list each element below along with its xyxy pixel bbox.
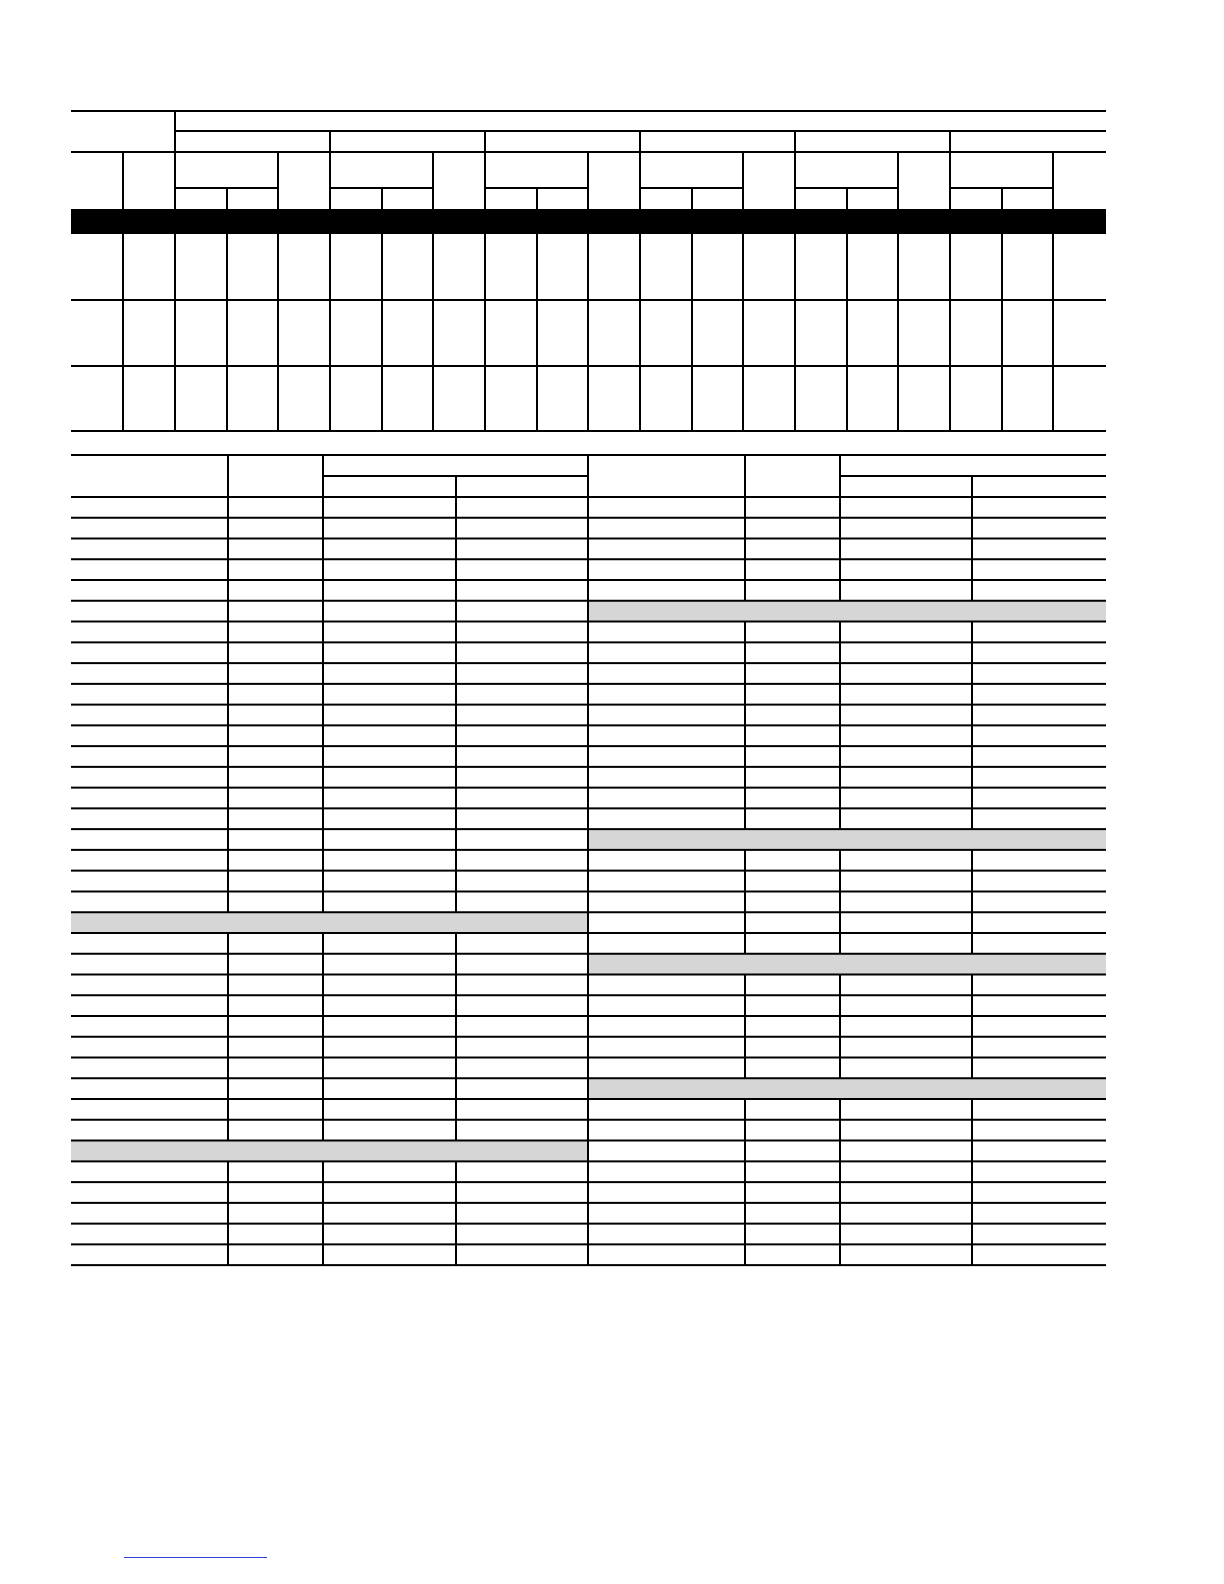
left-shaded-row	[71, 912, 588, 933]
right-shaded-row	[588, 601, 1106, 622]
right-shaded-row	[588, 1078, 1106, 1099]
right-shaded-row	[588, 954, 1106, 975]
left-shaded-row	[71, 1141, 588, 1162]
footer-link-underline[interactable]	[124, 1557, 267, 1558]
right-shaded-row	[588, 829, 1106, 850]
